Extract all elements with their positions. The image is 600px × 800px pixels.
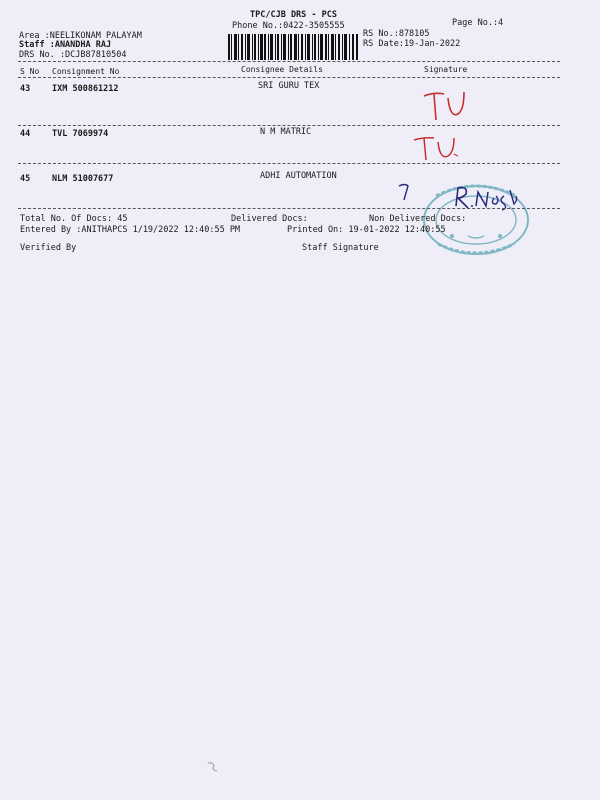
verified-by: Verified By <box>20 243 77 253</box>
divider <box>18 163 560 164</box>
rs-number: RS No.:878105 <box>363 29 430 39</box>
delivered-docs: Delivered Docs: <box>231 214 308 224</box>
page-number: Page No.:4 <box>452 18 504 28</box>
row-sno: 44 <box>20 129 31 139</box>
divider <box>18 61 560 62</box>
row-consignment: TVL 7069974 <box>52 129 109 139</box>
column-header-consignee: Consignee Details <box>241 65 323 74</box>
handwritten-initials <box>412 134 460 164</box>
column-header-signature: Signature <box>424 65 468 74</box>
staff-signature: Staff Signature <box>302 243 379 253</box>
total-docs: Total No. Of Docs: 45 <box>20 214 128 224</box>
column-header-consignment: Consignment No <box>52 67 120 76</box>
rs-date: RS Date:19-Jan-2022 <box>363 39 461 49</box>
row-sno: 43 <box>20 84 31 94</box>
row-consignee: SRI GURU TEX <box>258 81 320 91</box>
non-delivered-docs: Non Delivered Docs: <box>369 214 467 224</box>
pen-mark <box>205 760 221 774</box>
handwritten-mark <box>396 182 412 202</box>
row-sno: 45 <box>20 174 31 184</box>
divider <box>18 125 560 126</box>
drs-number: DRS No. :DCJB87810504 <box>19 50 127 60</box>
row-consignment: IXM 500861212 <box>52 84 119 94</box>
column-header-sno: S No <box>20 67 40 76</box>
row-consignment: NLM 51007677 <box>52 174 114 184</box>
divider <box>18 208 560 209</box>
entered-by: Entered By :ANITHAPCS 1/19/2022 12:40:55 PM <box>20 225 241 235</box>
row-consignee: N M MATRIC <box>260 127 312 137</box>
document-title: TPC/CJB DRS - PCS <box>250 10 337 20</box>
row-consignee: ADHI AUTOMATION <box>260 171 337 181</box>
divider <box>18 77 560 78</box>
area-label: Area :NEELIKONAM PALAYAM <box>19 31 142 41</box>
printed-on: Printed On: 19-01-2022 12:40:55 <box>287 225 446 235</box>
phone-number: Phone No.:0422-3505555 <box>232 21 345 31</box>
barcode <box>228 34 358 60</box>
staff-label: Staff :ANANDHA RAJ <box>19 40 112 50</box>
handwritten-initials <box>420 88 470 124</box>
